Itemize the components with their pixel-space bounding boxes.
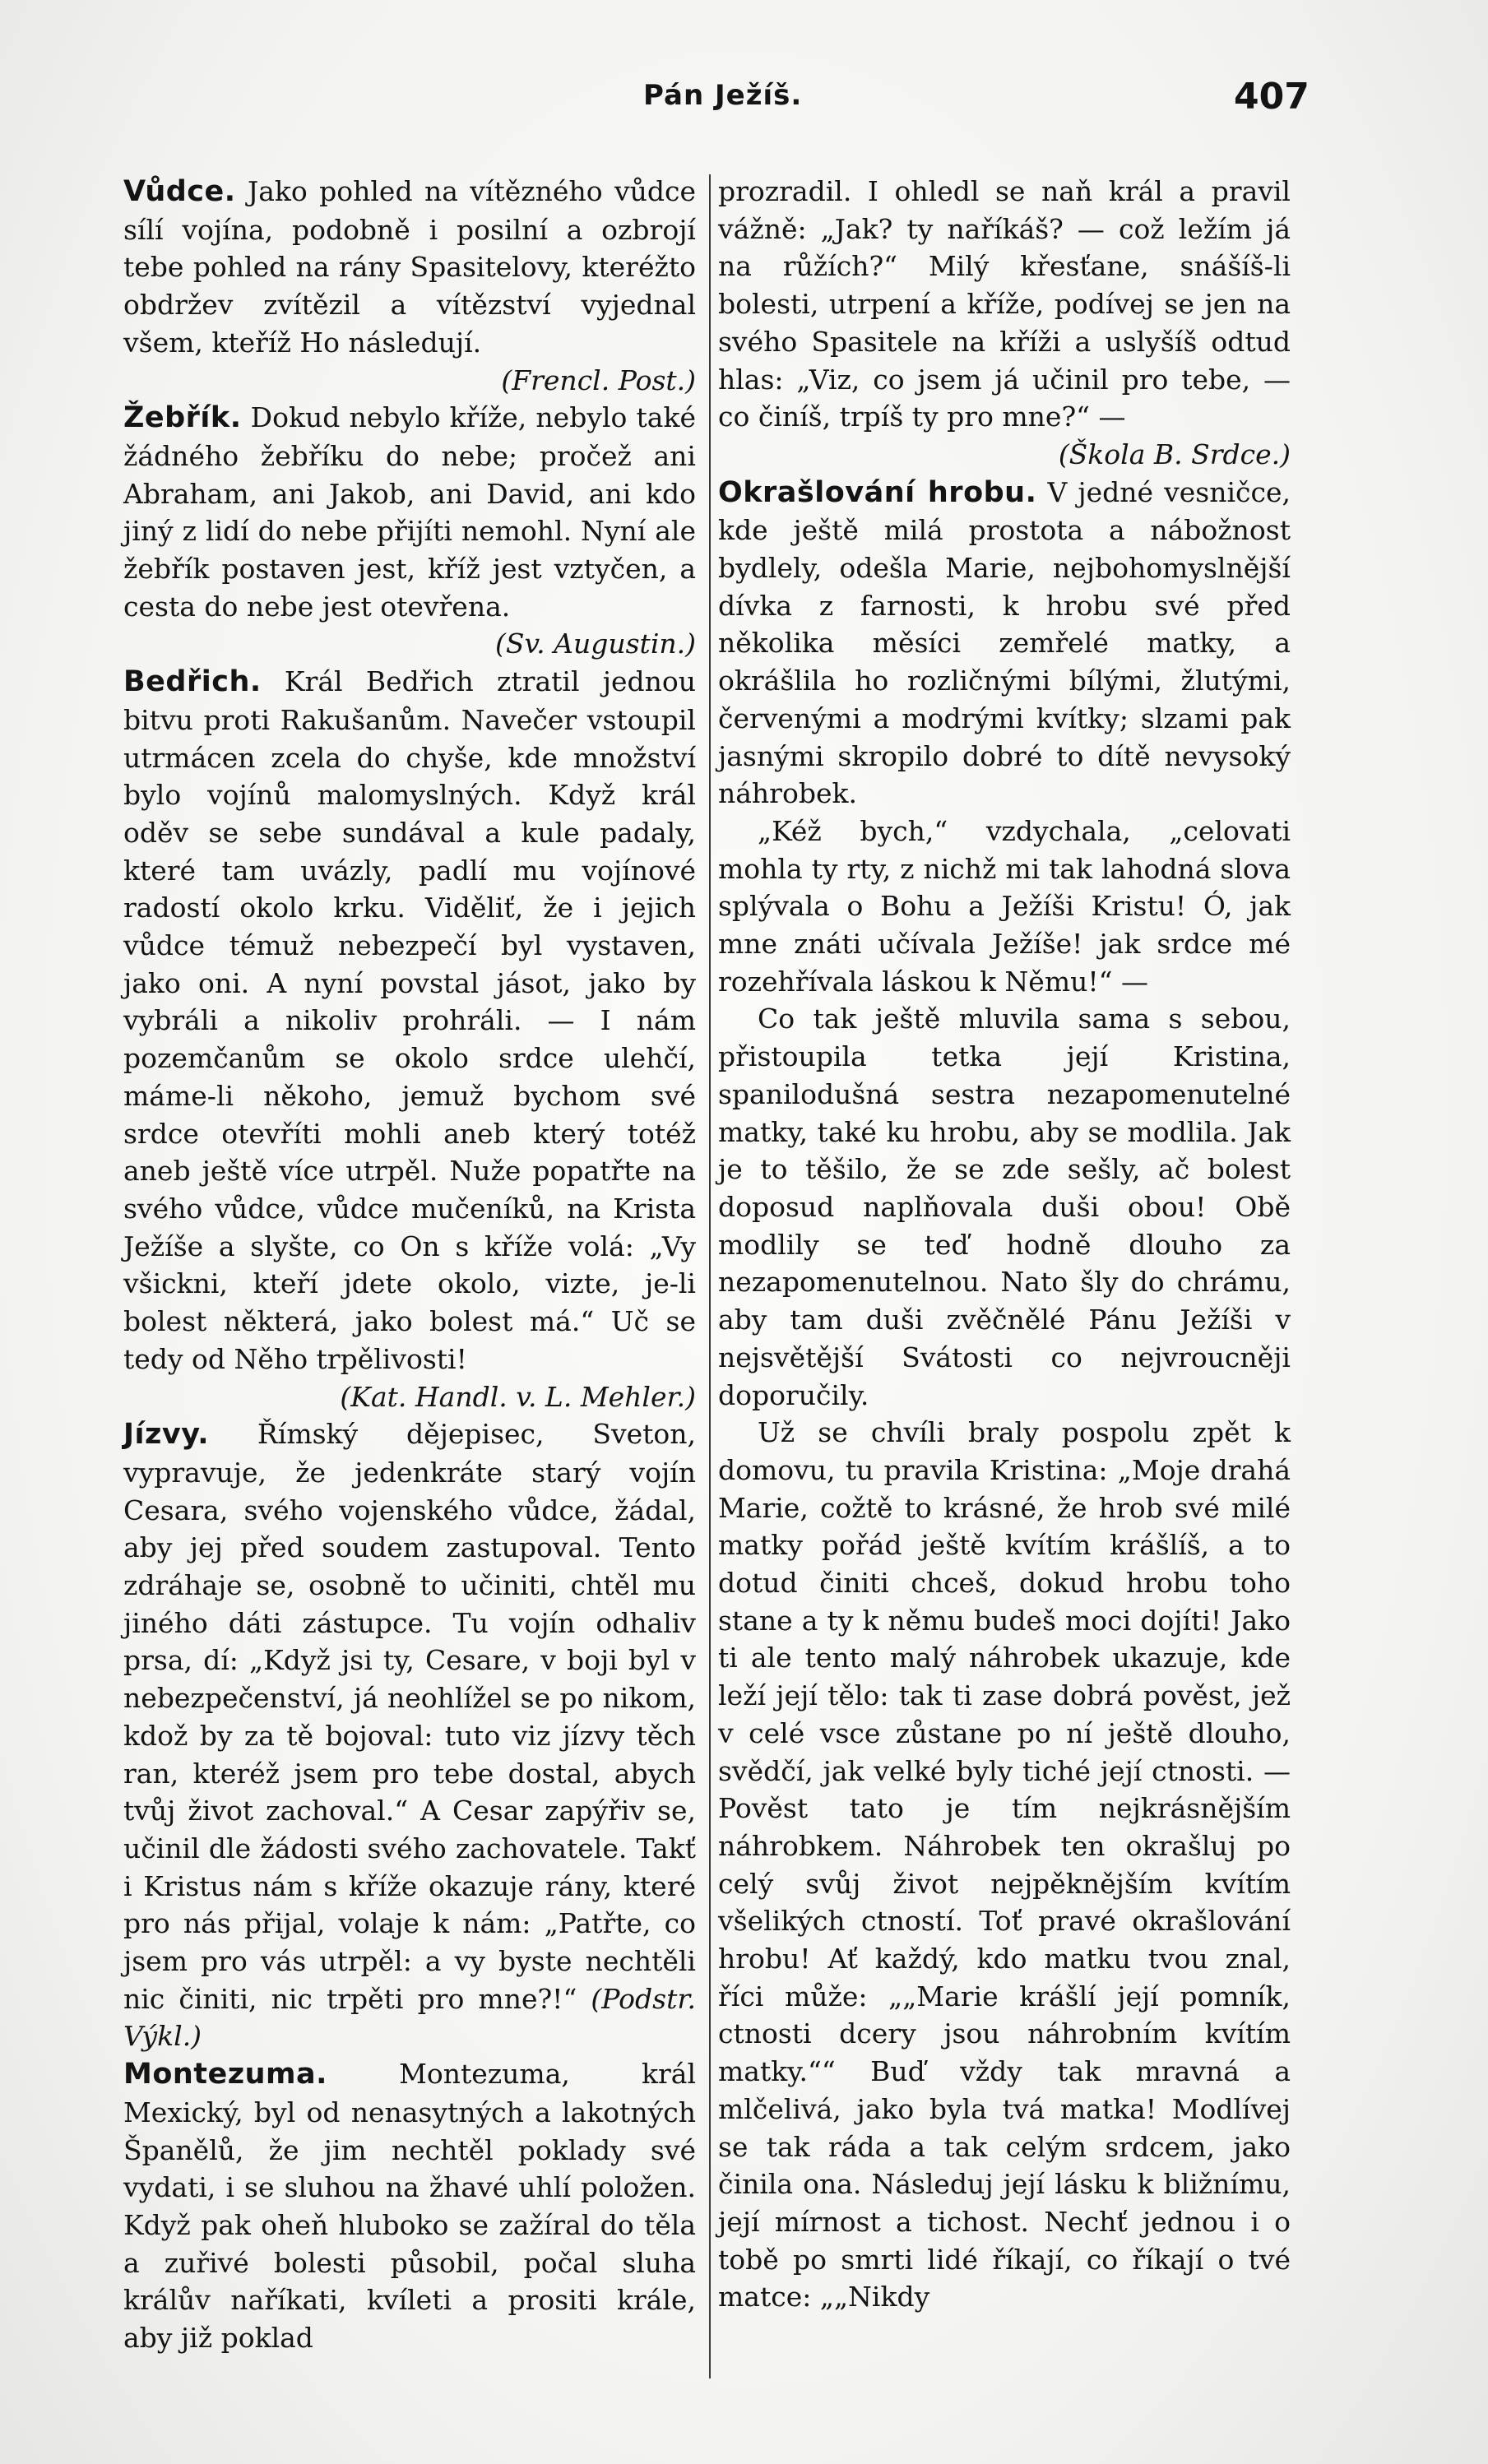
source-citation: (Podstr. Výkl.) [123, 1982, 696, 2053]
source-citation: (Škola B. Srdce.) [1058, 438, 1291, 470]
headword: Žebřík. [123, 401, 242, 435]
entry-jizvy [123, 1415, 696, 2055]
entry-text: Jako pohled na vítězného vůdce sílí vojína, podobně i posilní a ozbrojí tebe pohled na rány Spasitelovy, kteréžto obdržev zvítězil a vítězství vyjednal všem, kteříž Ho následují. [123, 175, 696, 359]
entry-zebrik [123, 399, 696, 625]
headword: Okrašlování hrobu. [718, 475, 1037, 509]
entry-vudce [123, 173, 696, 362]
entry-text: prozradil. I ohledl se naň král a pravil vážně: „Jak? ty naříkáš? — což ležím já na růžích?“ Milý křesťane, snášíš-li bolesti, utrpení a kříže, podívej se jen na svého Spasitele na kříži a uslyšíš odtud hlas: „Viz, co jsem já učinil pro tebe, — co činíš, trpíš ty pro mne?“ — [718, 175, 1291, 433]
headword: Bedřich. [123, 665, 262, 699]
headword: Montezuma. [123, 2058, 327, 2091]
entry-text: Král Bedřich ztratil jednou bitvu proti Rakušanům. Navečer vstoupil utrmácen zcela do chyše, kde množství bylo vojínů malomyslných. Když král oděv se sebe sundával a kule padaly, které tam uvázly, padlí mu vojínové radostí okolo krku. Viděliť, že i jejich vůdce témuž nebezpečí byl vystaven, jako oni. A nyní povstal jásot, jako by vybráli a nikoliv prohráli. — I nám pozemčanům se okolo srdce ulehčí, máme-li někoho, jemuž bychom své srdce otevříti mohli aneb který totéž aneb ještě více utrpěl. Nuže popatřte na svého vůdce, vůdce mučeníků, na Krista Ježíše a slyšte, co On s kříže volá: „Vy všickni, kteří jdete okolo, vizte, je-li bolest některá, jako bolest má.“ Uč se tedy od Něho trpělivosti! [123, 665, 696, 1375]
paragraph: Už se chvíli braly pospolu zpět k domovu, tu pravila Kristina: „Moje drahá Marie, cožtě to krásné, že hrob své milé matky pořád ještě kvítím krášlíš, a to dotud činiti chceš, dokud hrobu toho stane a ty k němu budeš moci dojíti! Jako ti ale tento malý náhrobek ukazuje, kde leží její tělo: tak ti zase dobrá pověst, jež v celé vsce zůstane po ní ještě dlouho, svědčí, jak velké byly tiché její ctnosti. — Pověst tato je tím nejkrásnějším náhrobkem. Náhrobek ten okrašluj po celý svůj život nejpěknějším kvítím všelikých ctností. Toť pravé okrašlování hrobu! Ať každý, kdo matku tvou znal, říci může: „„Marie krášlí její pomník, ctnosti dcery jsou náhrobním kvítím matky.““ Buď vždy tak mravná a mlčelivá, jako byla tvá matka! Modlívej se tak ráda a tak celým srdcem, jako činila ona. Následuj její lásku k bližnímu, její mírnost a tichost. Nechť jednou i o tobě po smrti lidé říkají, co říkají o tvé matce: „„Nikdy [718, 1416, 1291, 2313]
running-title: Pán Ježíš. [643, 79, 803, 112]
entry-text: Římský dějepisec, Sveton, vypravuje, že jedenkráte starý vojín Cesara, svého vojenského vůdce, žádal, aby jej před soudem zastupoval. Tento zdráhaje se, osobně to učiniti, chtěl mu jiného dáti zástupce. Tu vojín odhaliv prsa, dí: „Když jsi ty, Cesare, v boji byl v nebezpečenství, já neohlížel se po nikom, kdož by za tě bojoval: tuto viz jízvy těch ran, kteréž jsem pro tebe dostal, abych tvůj život zachoval.“ A Cesar zapýřiv se, učinil dle žádosti svého zachovatele. Takť i Kristus nám s kříže okazuje rány, které pro nás přijal, volaje k nám: „Patřte, co jsem pro vás utrpěl: a vy byste nechtěli nic činiti, nic trpěti pro mne?!“ [123, 1418, 696, 2015]
entry-text: V jedné vesničce, kde ještě milá prostota a nábožnost bydlely, odešla Marie, nejbohomyslnější dívka z farnosti, k hrobu své před několika měsíci zemřelé matky, a okrášlila ho rozličnými bílými, žlutými, červenými a modrými kvítky; slzami pak jasnými skropilo dobré to dítě nevysoký náhrobek. [718, 475, 1291, 810]
source-citation: (Sv. Augustin.) [494, 628, 696, 660]
headword: Vůdce. [123, 175, 236, 208]
entry-bedrich [123, 663, 696, 1378]
paragraph: Co tak ještě mluvila sama s sebou, přistoupila tetka její Kristina, spanilodušná sestra nezapomenutelné matky, také ku hrobu, aby se modlila. Jak je to těšilo, že se zde sešly, ač bolest doposud naplňovala duši obou! Obě modlily se teď hodně dlouho za nezapomenutelnou. Nato šly do chrámu, aby tam duši zvěčnělé Pánu Ježíši v nejsvětější Svátosti co nejvroucněji doporučily. [718, 1003, 1291, 1411]
entry-text: Montezuma, král Mexický, byl od nenasytných a lakotných Španělů, že jim nechtěl poklady své vydati, i se sluhou na žhavé uhlí položen. Když pak oheň hluboko se zažíral do těla a zuřivé bolesti působil, počal sluha králův naříkati, kvíleti a prositi krále, aby již poklad [123, 2058, 696, 2355]
entry-text: Dokud nebylo kříže, nebylo také žádného žebříku do nebe; pročež ani Abraham, ani Jakob, ani David, ani kdo jiný z lidí do nebe přijíti nemohl. Nyní ale žebřík postaven jest, kříž jest vztyčen, a cesta do nebe jest otevřena. [123, 401, 696, 623]
entry-montezuma [123, 2055, 696, 2357]
headword: Jízvy. [123, 1418, 210, 1452]
entry-continuation [718, 173, 1291, 436]
column-divider [709, 174, 711, 2378]
running-head [0, 76, 1488, 125]
paragraph: „Kéž bych,“ vzdychala, „celovati mohla ty rty, z nichž mi tak lahodná slova splývala o Bohu a Ježíši Kristu! Ó, jak mne znáti učívala Ježíše! jak srdce mé rozehřívala láskou k Němu!“ — [718, 814, 1291, 998]
page-number: 407 [1234, 76, 1310, 118]
left-column [123, 173, 696, 2357]
entry-okraslovani-hrobu [718, 474, 1291, 813]
right-column [718, 173, 1291, 2316]
source-citation: (Frencl. Post.) [501, 364, 696, 396]
source-citation: (Kat. Handl. v. L. Mehler.) [340, 1380, 696, 1413]
